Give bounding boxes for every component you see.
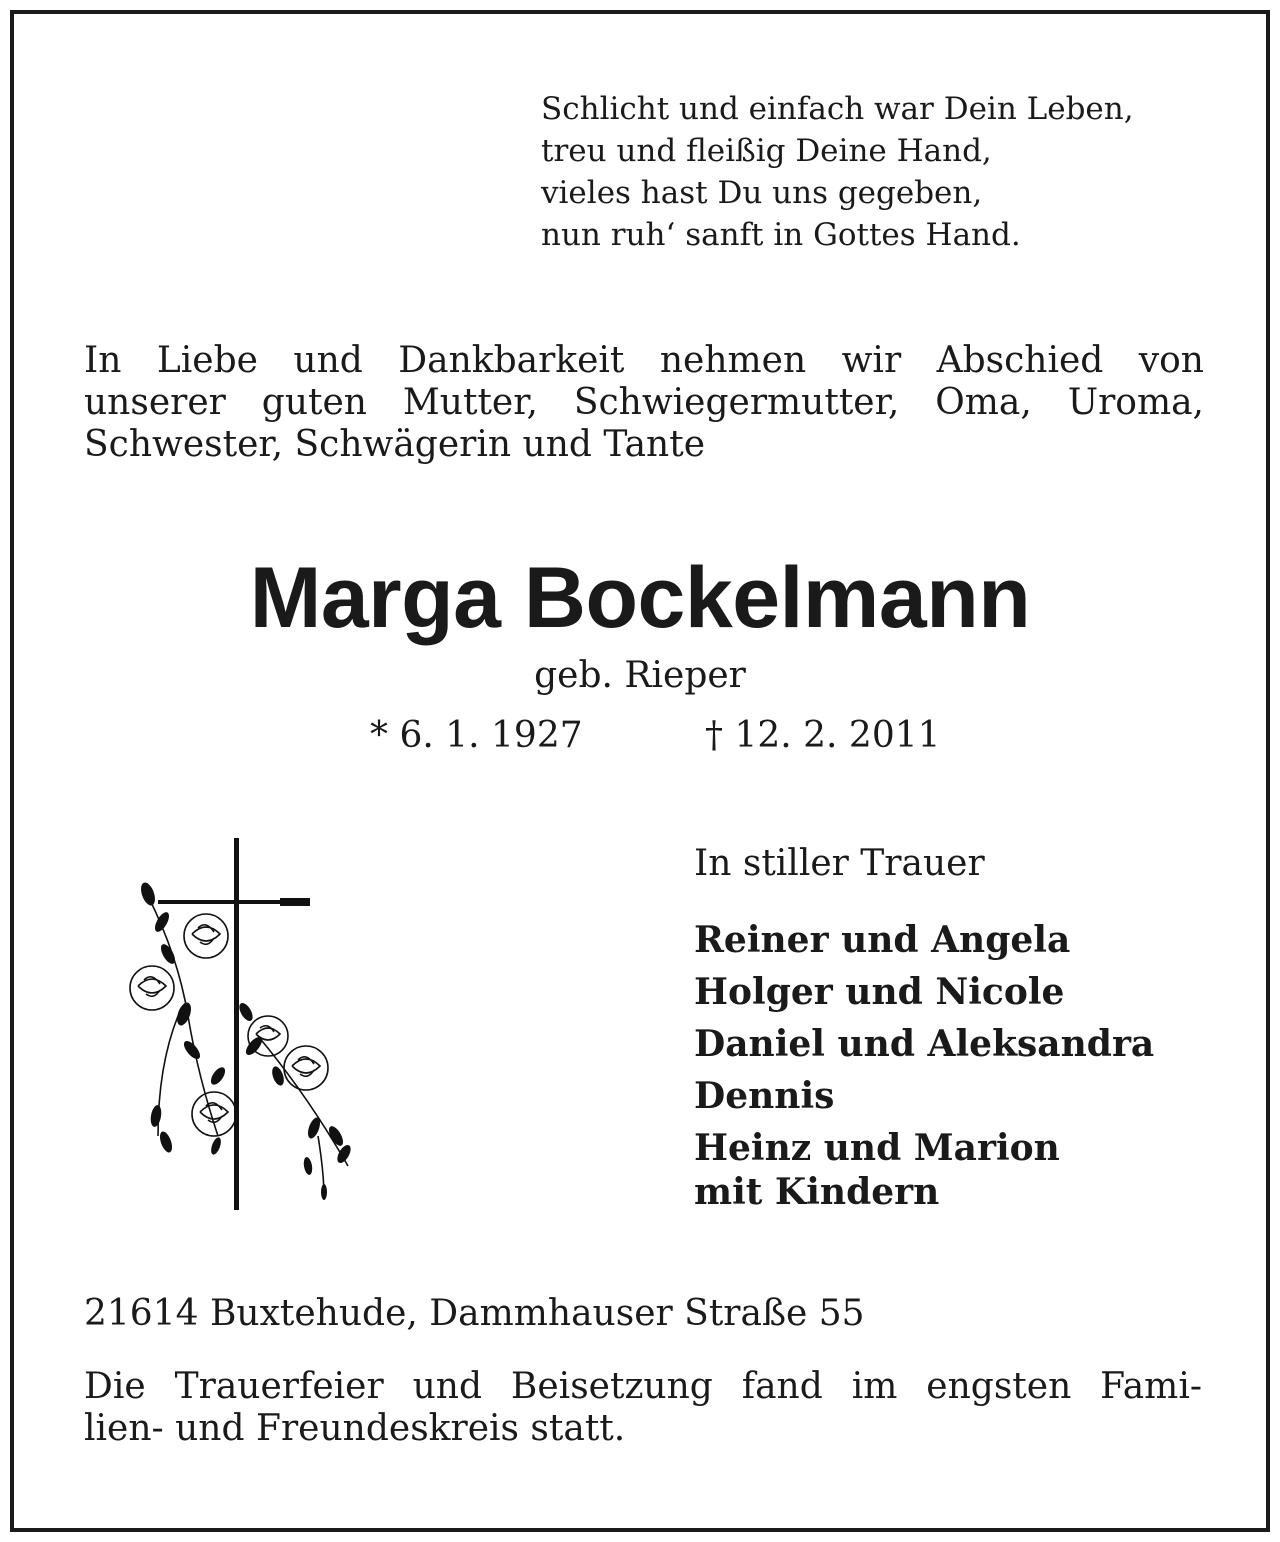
poem-line: Schlicht und einfach war Dein Leben,: [541, 91, 1134, 127]
closing-text: [84, 1366, 1202, 1450]
intro-text: [84, 340, 1204, 466]
mourning-heading: In stiller Trauer: [694, 843, 985, 884]
poem: [541, 88, 1134, 256]
mourner-name: Reiner und Angela: [694, 919, 1071, 961]
mourner-name: Heinz und Marion: [694, 1127, 1060, 1169]
death-date: † 12. 2. 2011: [705, 715, 941, 756]
mourner-name: Daniel und Aleksandra: [694, 1023, 1155, 1065]
maiden-name: geb. Rieper: [534, 655, 746, 696]
cross-with-roses-icon: [118, 836, 368, 1216]
deceased-name: Marga Bockelmann: [249, 550, 1031, 646]
poem-line: vieles hast Du uns gegeben,: [541, 175, 983, 211]
mourner-name: Holger und Nicole: [694, 971, 1065, 1013]
intro-line: unserer guten Mutter, Schwiegermutter, Oma, Uroma,: [84, 382, 1204, 423]
birth-date: * 6. 1. 1927: [370, 715, 583, 756]
closing-line: lien- und Freundeskreis statt.: [84, 1408, 626, 1449]
address: 21614 Buxtehude, Dammhauser Straße 55: [84, 1293, 865, 1334]
intro-line: Schwester, Schwägerin und Tante: [84, 424, 705, 465]
closing-line: Die Trauerfeier und Beisetzung fand im engsten Fami-: [84, 1366, 1202, 1407]
poem-line: treu und fleißig Deine Hand,: [541, 133, 992, 169]
mourner-name: Dennis: [694, 1075, 835, 1117]
mourners-list: [694, 914, 1154, 1214]
intro-line: In Liebe und Dankbarkeit nehmen wir Abschied von: [84, 340, 1204, 381]
mourner-name: mit Kindern: [694, 1171, 940, 1213]
poem-line: nun ruh‘ sanft in Gottes Hand.: [541, 217, 1021, 253]
